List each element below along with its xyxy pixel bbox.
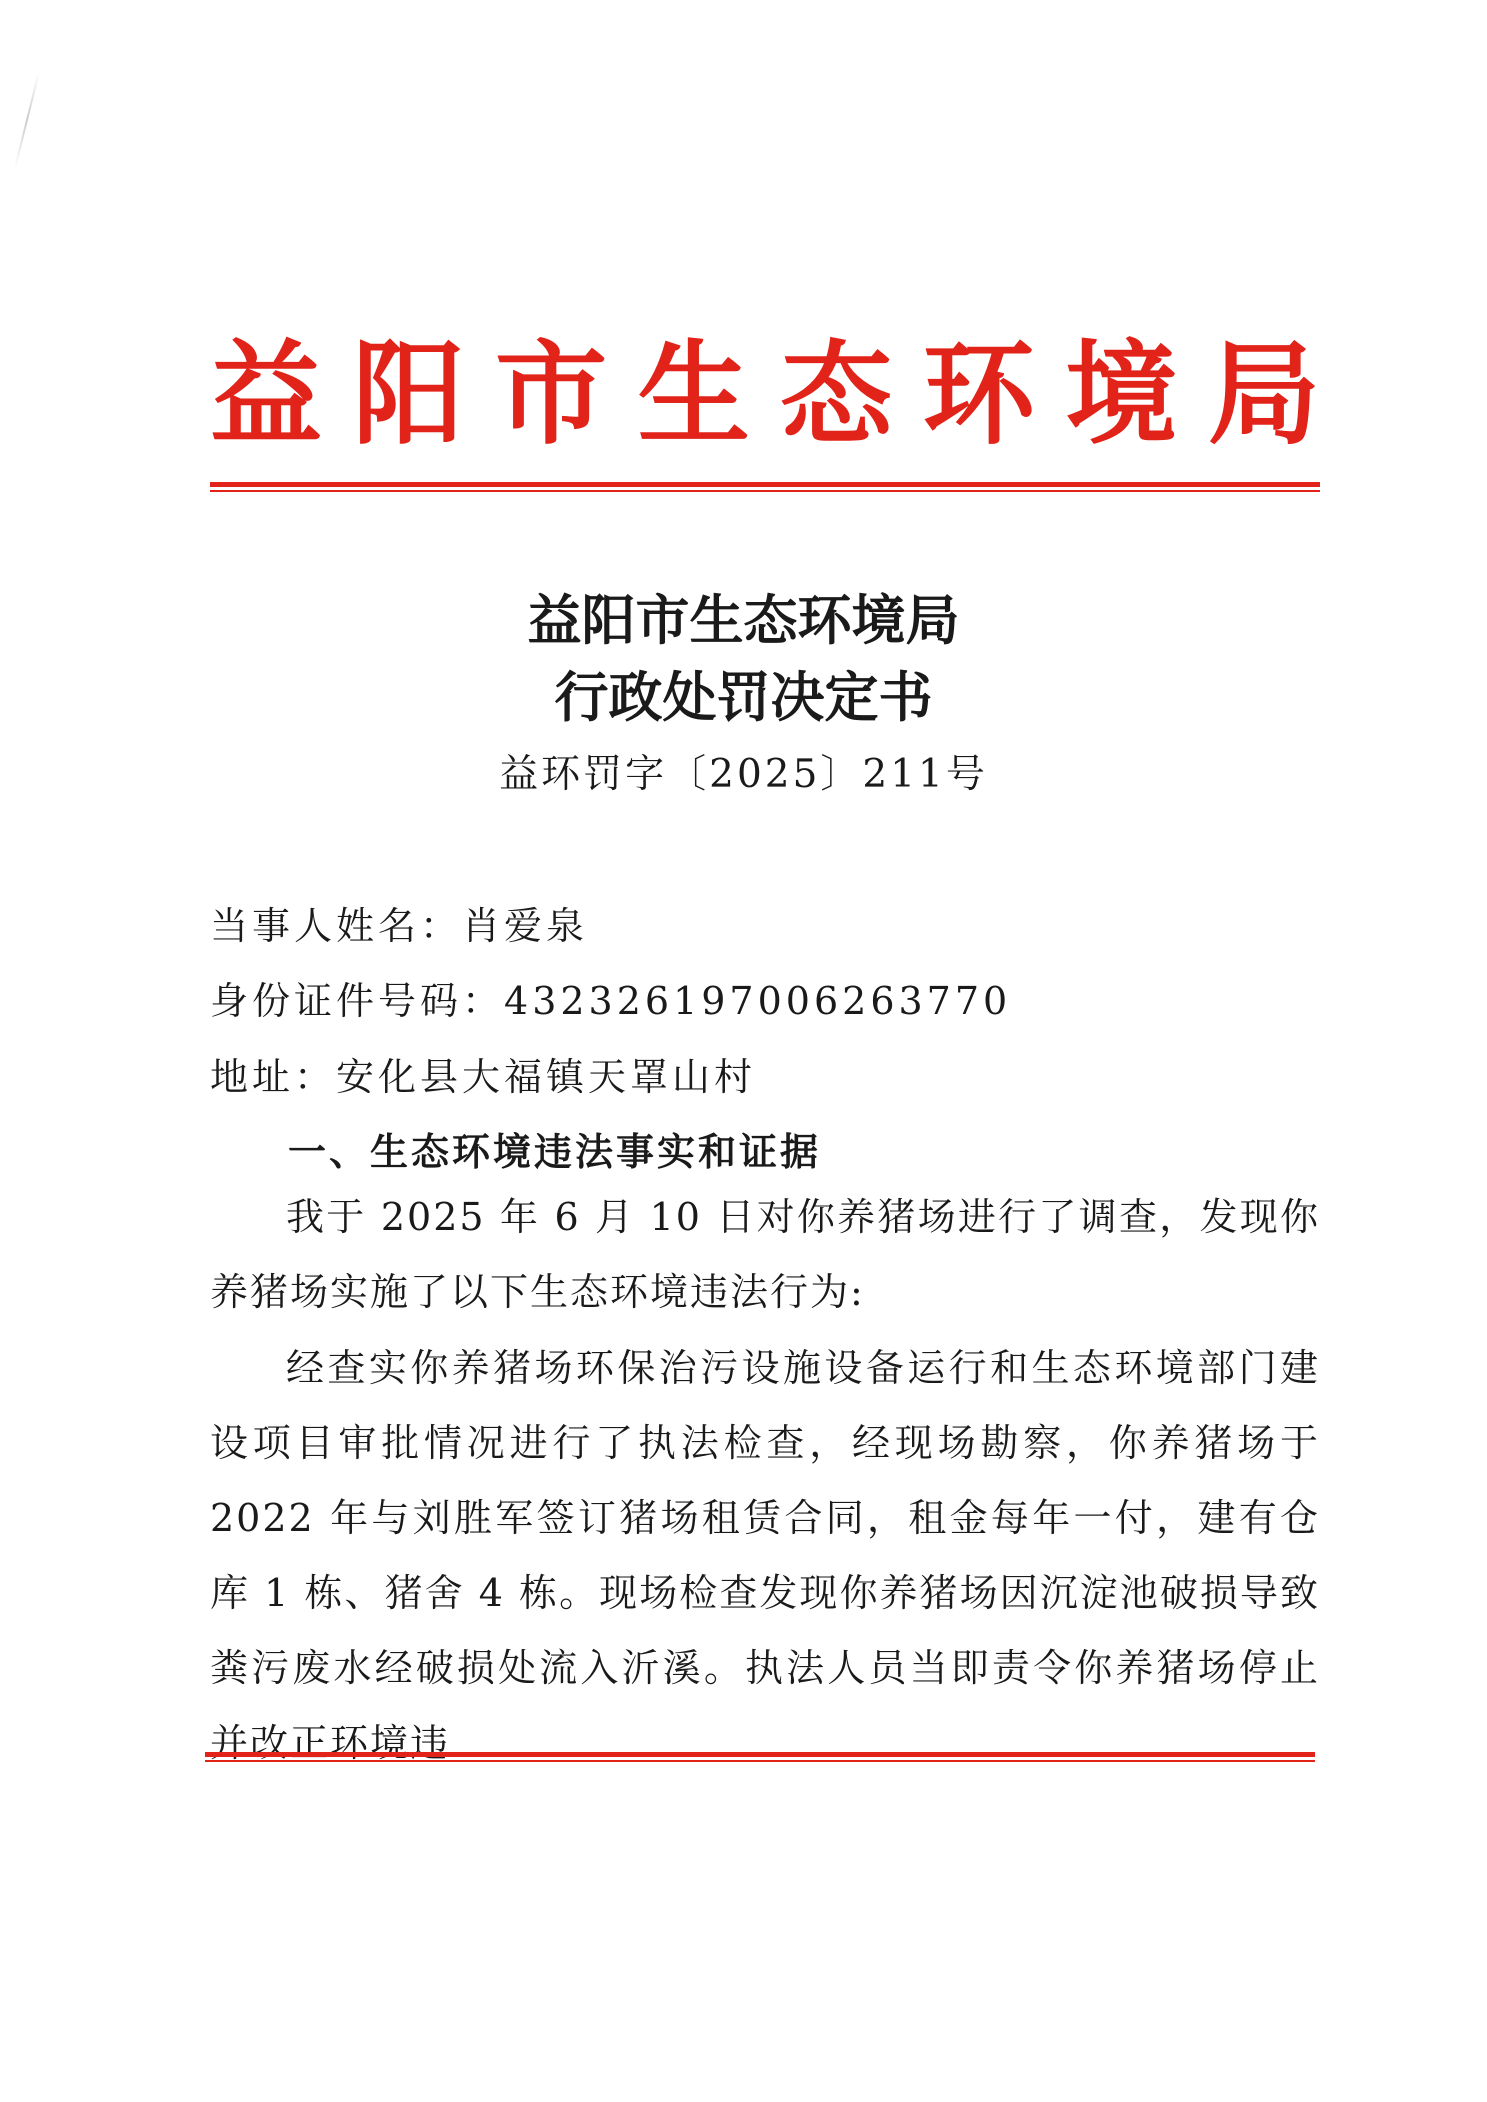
party-id-field (210, 970, 1011, 1025)
party-name-label: 当事人姓名： (210, 904, 463, 948)
party-id-label: 身份证件号码： (210, 979, 505, 1023)
party-id-value: 432326197006263770 (504, 979, 1012, 1023)
party-address-label: 地址： (210, 1055, 337, 1099)
party-name-value: 肖爱泉 (462, 904, 589, 948)
masthead-char: 益 (210, 329, 322, 460)
document-title-agency: 益阳市生态环境局 (527, 588, 960, 652)
agency-masthead (210, 330, 1320, 460)
masthead-char: 环 (922, 329, 1035, 460)
document-number: 益环罚字〔2025〕211号 (499, 752, 988, 797)
section-heading: 一、生态环境违法事实和证据 (288, 1129, 822, 1174)
body-paragraph: 经查实你养猪场环保治污设施设备运行和生态环境部门建设项目审批情况进行了执法检查，经现场勘察，你养猪场于 2022 年与刘胜军签订猪场租赁合同，租金每年一付，建有仓库 1 栋、猪舍 4 栋。现场检查发现你养猪场因沉淀池破损导致粪污废水经破损处流入沂溪。执法人员当即责令你养猪场停止并改正环境违 (210, 1346, 1320, 1765)
scan-artifact (14, 71, 40, 169)
party-name-field (210, 895, 588, 950)
masthead-char: 局 (1207, 329, 1320, 460)
footer-divider (205, 1752, 1315, 1757)
masthead-char: 阳 (352, 329, 465, 460)
masthead-char: 生 (637, 329, 750, 460)
masthead-char: 市 (495, 329, 608, 460)
party-address-field (210, 1046, 756, 1101)
masthead-char: 境 (1065, 329, 1178, 460)
body-paragraph: 我于 2025 年 6 月 10 日对你养猪场进行了调查，发现你养猪场实施了以下生态环境违法行为: (210, 1195, 1320, 1314)
masthead-divider (210, 482, 1320, 487)
document-title-type: 行政处罚决定书 (554, 665, 933, 729)
party-address-value: 安化县大福镇天罩山村 (336, 1055, 757, 1099)
masthead-char: 态 (780, 329, 893, 460)
